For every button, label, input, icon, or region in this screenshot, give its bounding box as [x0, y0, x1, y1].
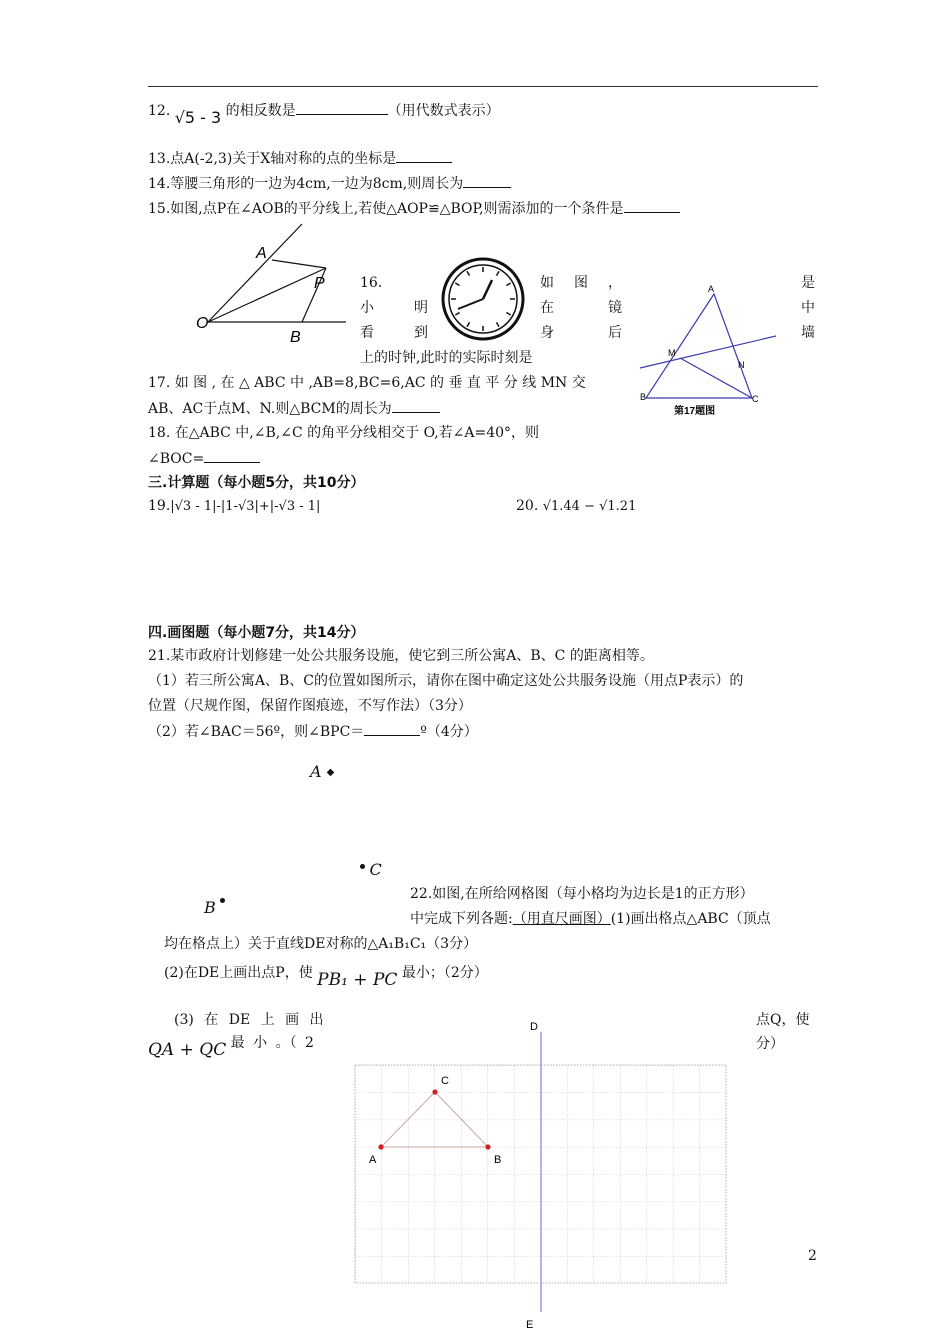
question-16-row2-right [801, 298, 815, 318]
question-text: 15.如图,点P在∠AOB的平分线上,若使△AOP≌△BOP,则需添加的一个条件是 [148, 201, 624, 217]
question-16-row1-right [801, 273, 815, 293]
question-15 [148, 198, 680, 219]
question-number: 19. [148, 498, 171, 514]
point-b [204, 898, 225, 917]
label-o: O [196, 315, 209, 332]
question-number: 20. [516, 498, 539, 514]
question-21-line2 [148, 671, 743, 691]
answer-blank[interactable] [463, 173, 511, 188]
question-text: （2）若∠BAC＝56º，则∠BPC＝ [148, 724, 365, 740]
grid-figure [350, 1012, 734, 1332]
text-fragment: 后 [608, 325, 622, 341]
question-text-underlined: （用直尺画图） [512, 911, 611, 927]
label-d: D [530, 1021, 538, 1033]
point-label: B [204, 898, 216, 917]
question-text: 的相反数是 [225, 103, 296, 119]
question-22-right1 [756, 1010, 809, 1030]
text-fragment: 墙 [801, 325, 815, 341]
question-text: 点Q，使 [756, 1012, 810, 1028]
text-fragment: 身 [540, 325, 554, 341]
question-14 [148, 173, 511, 194]
question-22-line5 [174, 1010, 324, 1030]
point-label: C [369, 860, 382, 879]
question-text: AB、AC于点M、N.则△BCM的周长为 [148, 401, 392, 417]
figure-17-triangle [636, 280, 786, 420]
vertex-b [485, 1144, 490, 1149]
answer-blank[interactable] [396, 148, 452, 163]
point-label: A [310, 762, 322, 781]
label-a: A [369, 1154, 377, 1166]
point-marker [360, 864, 365, 869]
question-text: 18. 在△ABC 中,∠B,∠C 的角平分线相交于 O,若∠A=40°，则 [148, 425, 540, 441]
question-text: 17. 如 图 , 在 △ ABC 中 ,AB=8,BC=6,AC 的 垂 直 平 分 线 MN 交 [148, 375, 586, 391]
question-note: （用代数式表示） [387, 103, 500, 119]
text-fragment: 如 [540, 275, 554, 291]
text-fragment: 是 [801, 275, 815, 291]
question-16-row1-mid [540, 273, 622, 293]
question-text: 最小；（2分） [401, 965, 488, 981]
question-text: 均在格点上）关于直线DE对称的△A₁B₁C₁（3分） [164, 936, 478, 952]
question-17-line1 [148, 373, 586, 393]
question-text: (3) 在 DE 上 画 出 [174, 1012, 324, 1028]
question-22-line3 [164, 934, 477, 954]
question-16-row4 [360, 348, 532, 368]
question-text: 位置（尺规作图，保留作图痕迹，不写作法）（3分） [148, 698, 472, 714]
question-text: 最 小 。（ 2 [230, 1035, 314, 1051]
question-text: ∠BOC= [148, 451, 205, 467]
question-12 [148, 100, 500, 127]
question-17-line2 [148, 398, 440, 419]
bisector-op [208, 268, 326, 322]
question-21-line4 [148, 721, 478, 742]
label-c: C [752, 394, 759, 404]
question-16-row2-mid [540, 298, 622, 318]
label-p: P [314, 275, 325, 292]
text-fragment: 小 [360, 300, 374, 316]
line-mn [640, 336, 776, 368]
text-fragment: 明 [414, 300, 428, 316]
vertex-a [378, 1144, 383, 1149]
clock-icon [440, 256, 526, 342]
label-b: B [494, 1154, 502, 1166]
question-22-right2 [756, 1034, 784, 1054]
question-16-row3-right [801, 323, 815, 343]
point-c [360, 860, 382, 879]
question-16-row3-left [360, 323, 428, 343]
clock-minute-hand [458, 299, 483, 309]
figure-15-angle-diagram [190, 218, 350, 348]
text-fragment: 中 [801, 300, 815, 316]
section-3-heading: 三.计算题（每小题5分，共10分） [148, 475, 365, 491]
question-22-line6 [148, 1035, 314, 1061]
question-16-row3-mid [540, 323, 622, 343]
question-text: 13.点A(-2,3)关于X轴对称的点的坐标是 [148, 151, 397, 167]
page-number: 2 [808, 1248, 817, 1264]
math-expression: |√3 - 1|-|1-√3|+|-√3 - 1| [170, 499, 321, 514]
question-text: 上的时钟,此时的实际时刻是 [360, 350, 533, 366]
question-number: 12. [148, 103, 171, 119]
vertex-c [432, 1089, 437, 1094]
text-fragment: 看 [360, 325, 374, 341]
point-a [310, 762, 334, 781]
text-fragment: 镜 [608, 300, 622, 316]
point-marker: ◆ [326, 767, 335, 778]
question-18-line1 [148, 423, 539, 443]
figure-caption: 第17题图 [674, 406, 716, 417]
clock-hour-hand [483, 280, 492, 299]
section-4-heading: 四.画图题（每小题7分，共14分） [148, 625, 365, 641]
segment-ap [272, 260, 326, 268]
question-22-line1 [410, 884, 754, 904]
question-text: 14.等腰三角形的一边为4cm,一边为8cm,则周长为 [148, 176, 464, 192]
question-text: 中完成下列各题: [410, 911, 513, 927]
question-text: º（4分） [420, 724, 478, 740]
answer-blank[interactable] [204, 448, 260, 463]
question-text: (2)在DE上画出点P，使 [164, 965, 313, 981]
label-m: M [668, 348, 676, 358]
label-b: B [290, 329, 301, 346]
text-fragment: 16. [360, 275, 383, 291]
math-expression: QA + QC [148, 1040, 227, 1060]
question-text: （1）若三所公寓A、B、C的位置如图所示，请你在图中确定这处公共服务设施（用点P表示）的 [148, 673, 744, 689]
header-rule [148, 86, 818, 87]
question-16-row1-left [360, 273, 450, 293]
question-21-line3 [148, 696, 472, 716]
question-text: 22.如图,在所给网格图（每小格均为边长是1的正方形） [410, 886, 754, 902]
label-a: A [256, 245, 267, 262]
math-expression: √5 - 3 [174, 108, 222, 127]
text-fragment: 在 [540, 300, 554, 316]
text-fragment: 到 [414, 325, 428, 341]
label-a: A [708, 284, 715, 294]
answer-blank[interactable] [624, 198, 680, 213]
question-21-line1 [148, 646, 654, 666]
question-16-row2-left [360, 298, 428, 318]
question-text: (1)画出格点△ABC（顶点 [610, 911, 771, 927]
ray-oa [208, 224, 302, 322]
question-text: 21.某市政府计划修建一处公共服务设施，使它到三所公寓A、B、C 的距离相等。 [148, 648, 654, 664]
question-22-line4 [164, 962, 488, 990]
label-n: N [738, 360, 745, 370]
answer-blank[interactable] [296, 100, 388, 115]
question-13 [148, 148, 452, 169]
point-marker [220, 898, 225, 903]
text-fragment: ， [608, 275, 622, 291]
answer-blank[interactable] [392, 398, 440, 413]
text-fragment: 图 [574, 275, 588, 291]
question-text: 分） [756, 1036, 784, 1052]
question-18-line2 [148, 448, 260, 469]
label-e: E [526, 1319, 534, 1331]
label-c: C [441, 1075, 449, 1087]
label-b: B [640, 392, 647, 402]
question-22-line2 [410, 909, 771, 929]
answer-blank[interactable] [364, 721, 420, 736]
math-expression: PB₁ + PC [317, 970, 398, 990]
question-19 [148, 496, 320, 517]
math-expression: √1.44 − √1.21 [542, 499, 637, 514]
question-20 [516, 496, 636, 517]
